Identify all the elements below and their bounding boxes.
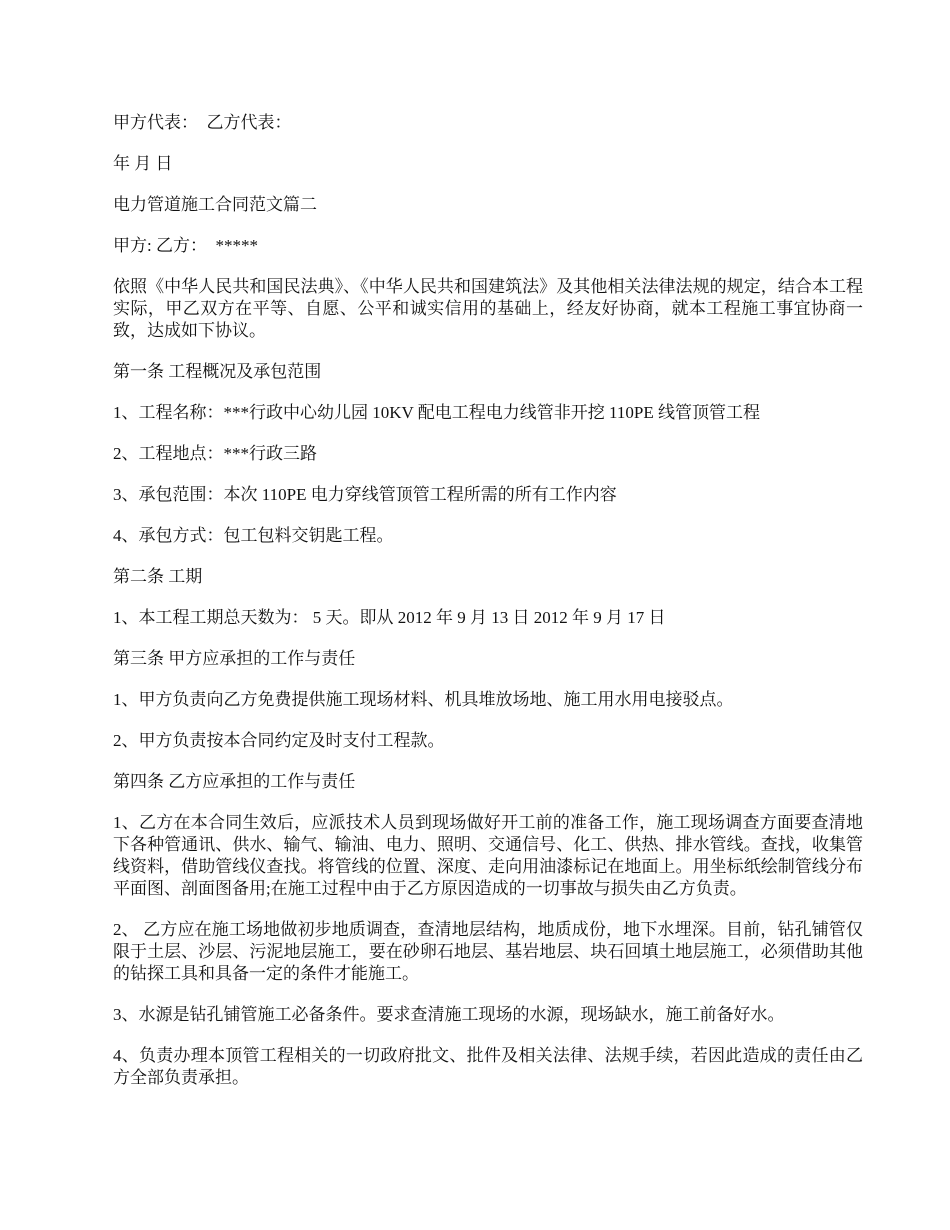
article-heading: 第四条 乙方应承担的工作与责任: [113, 772, 356, 791]
clause-paragraph: 4、承包方式：包工包料交钥匙工程。: [113, 526, 394, 545]
article-heading: 第三条 甲方应承担的工作与责任: [113, 649, 356, 668]
date-line: 年 月 日: [113, 154, 173, 173]
article-heading: 第二条 工期: [113, 567, 203, 586]
clause-paragraph: 4、负责办理本顶管工程相关的一切政府批文、批件及相关法律、法规手续，若因此造成的责任由乙方全部负责承担。: [113, 1046, 863, 1087]
clause-paragraph: 2、工程地点：***行政三路: [113, 444, 317, 463]
signature-line: 甲方代表： 乙方代表：: [113, 113, 292, 132]
clause-paragraph: 1、乙方在本合同生效后，应派技术人员到现场做好开工前的准备工作，施工现场调查方面要查清地下各种管通讯、供水、输气、输油、电力、照明、交通信号、化工、供热、排水管线。查找，收集管线资料，借助管线仪查找。将管线的位置、深度、走向用油漆标记在地面上。用坐标纸绘制管线分布平面图、剖面图备用;在施工过程中由于乙方原因造成的一切事故与损失由乙方负责。: [113, 813, 863, 898]
clause-paragraph: 1、工程名称：***行政中心幼儿园 10KV 配电工程电力线管非开挖 110PE 线管顶管工程: [113, 403, 760, 422]
article-heading: 第一条 工程概况及承包范围: [113, 362, 322, 381]
preamble-paragraph: 依照《中华人民共和国民法典》、《中华人民共和国建筑法》及其他相关法律法规的规定，结合本工程实际，甲乙双方在平等、自愿、公平和诚实信用的基础上，经友好协商，就本工程施工事宜协商一致，达成如下协议。: [113, 277, 863, 340]
clause-paragraph: 3、承包范围：本次 110PE 电力穿线管顶管工程所需的所有工作内容: [113, 485, 617, 504]
clause-paragraph: 1、甲方负责向乙方免费提供施工现场材料、机具堆放场地、施工用水用电接驳点。: [113, 690, 734, 709]
clause-paragraph: 2、 乙方应在施工场地做初步地质调查，查清地层结构，地质成份，地下水埋深。目前，钻孔铺管仅限于土层、沙层、污泥地层施工，要在砂卵石地层、基岩地层、块石回填土地层施工，必须借助其他的钻探工具和具备一定的条件才能施工。: [113, 920, 863, 983]
document-title: 电力管道施工合同范文篇二: [113, 195, 317, 214]
clause-paragraph: 3、水源是钻孔铺管施工必备条件。要求查清施工现场的水源，现场缺水，施工前备好水。: [113, 1005, 785, 1024]
parties-line: 甲方: 乙方： *****: [113, 236, 258, 255]
document-body: [113, 112, 863, 1108]
clause-paragraph: 2、甲方负责按本合同约定及时支付工程款。: [113, 731, 445, 750]
clause-paragraph: 1、本工程工期总天数为： 5 天。即从 2012 年 9 月 13 日 2012 年 9 月 17 日: [113, 608, 666, 627]
